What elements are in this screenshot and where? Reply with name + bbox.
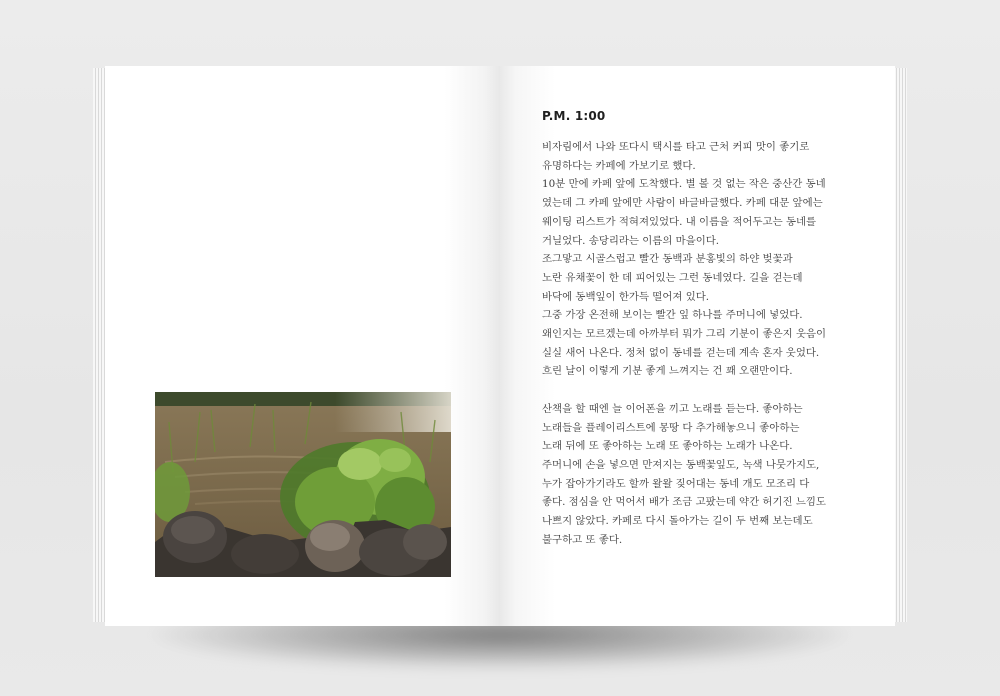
text-line: 10분 만에 카페 앞에 도착했다. 별 볼 것 없는 작은 중산간 동네 [542,178,826,191]
right-page [500,66,895,626]
text-line: 왜인지는 모르겠는데 아까부터 뭐가 그리 기분이 좋은지 웃음이 [542,328,827,341]
text-line: 바닥에 동백잎이 한가득 떨어져 있다. [542,290,710,303]
text-line: 비자림에서 나와 또다시 택시를 타고 근처 커피 맛이 좋기로 [542,141,810,153]
text-line: 노란 유채꽃이 한 데 피어있는 그런 동네였다. 길을 걷는데 [542,271,803,284]
text-line: 노래 뒤에 또 좋아하는 노래 또 좋아하는 노래가 나온다. [542,440,793,453]
text-line: 흐린 날이 이렇게 기분 좋게 느껴지는 건 꽤 오랜만이다. [542,365,793,378]
text-line: 산책을 할 때엔 늘 이어폰을 끼고 노래를 듣는다. 좋아하는 [542,402,803,415]
text-line: 노래들을 플레이리스트에 몽땅 다 추가해놓으니 좋아하는 [542,421,800,434]
text-line: 유명하다는 카페에 가보기로 했다. [542,159,696,172]
right-page-edges [893,68,907,622]
diary-text [542,138,842,549]
text-line: 실실 새어 나온다. 정처 없이 동네를 걷는데 계속 혼자 웃었다. [542,346,820,359]
text-line: 주머니에 손을 넣으면 만져지는 동백꽃잎도, 녹색 나뭇가지도, [542,458,820,471]
left-page [105,66,500,626]
text-line: 나쁘지 않았다. 카페로 다시 돌아가는 길이 두 번째 보는데도 [542,515,813,528]
text-line: 였는데 그 카페 앞에만 사람이 바글바글했다. 카페 대문 앞에는 [542,197,823,210]
open-book [93,66,907,626]
paragraph-gap [542,381,842,400]
entry-time-heading: P.M. 1:00 [542,109,606,123]
text-line: 누가 잡아가기라도 할까 왈왈 짖어대는 동네 개도 모조리 다 [542,477,810,490]
text-line: 불구하고 또 좋다. [542,533,623,546]
text-line: 그중 가장 온전해 보이는 빨간 잎 하나를 주머니에 넣었다. [542,309,803,322]
text-line: 조그맣고 시골스럽고 빨간 동백과 분홍빛의 하얀 벚꽃과 [542,253,793,266]
text-line: 거닐었다. 송당리라는 이름의 마을이다. [542,234,720,247]
text-line: 웨이팅 리스트가 적혀져있었다. 내 이름을 적어두고는 동네를 [542,215,817,228]
text-line: 좋다. 점심을 안 먹어서 배가 조금 고팠는데 약간 허기진 느낌도 [542,496,826,509]
garden-plot-photo [155,392,451,577]
